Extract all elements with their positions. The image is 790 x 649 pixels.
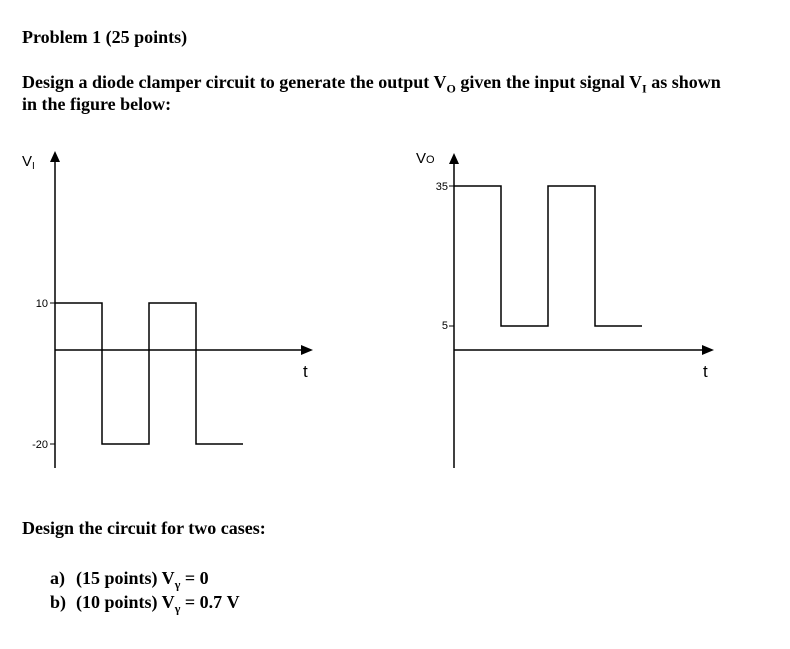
case-b-value: = 0.7 V: [180, 592, 240, 612]
case-b-subscript: γ: [174, 601, 181, 616]
problem-title: Problem 1 (25 points): [22, 27, 188, 47]
output-axis-label: VO: [416, 150, 435, 167]
vi-subscript: I: [642, 81, 647, 96]
input-x-axis-arrow: [301, 345, 313, 355]
output-waveform-figure: [416, 150, 714, 468]
vo-subscript: O: [446, 81, 456, 96]
output-square-wave: [454, 186, 642, 326]
case-b-points: (10 points) V: [76, 592, 175, 612]
case-a: [50, 568, 209, 593]
input-axis-label: $V_I$: [22, 153, 35, 172]
output-x-axis-arrow: [702, 345, 714, 355]
case-b-label: b): [50, 592, 67, 612]
description-post: as shown: [646, 72, 721, 92]
case-a-points: (15 points) V: [76, 568, 175, 588]
output-tick-label-high: 35: [435, 181, 448, 193]
cases-heading: Design the circuit for two cases:: [22, 518, 266, 538]
problem-description-line2: in the figure below:: [22, 94, 172, 114]
case-a-subscript: γ: [174, 577, 181, 592]
case-a-value: = 0: [180, 568, 209, 588]
input-y-axis-arrow: [50, 151, 60, 162]
input-tick-label-low: -20: [32, 439, 48, 451]
description-pre: Design a diode clamper circuit to generate the output V: [22, 72, 447, 92]
input-square-wave: [55, 303, 243, 444]
case-a-label: a): [50, 568, 65, 588]
output-time-label: t: [703, 362, 708, 381]
output-tick-label-low: 5: [441, 320, 448, 332]
input-time-label: t: [303, 362, 308, 381]
input-tick-label-high: 10: [35, 298, 48, 310]
input-waveform-figure: [22, 151, 313, 468]
case-b: [50, 592, 240, 617]
description-mid: given the input signal V: [455, 72, 643, 92]
output-y-axis-arrow: [449, 153, 459, 164]
